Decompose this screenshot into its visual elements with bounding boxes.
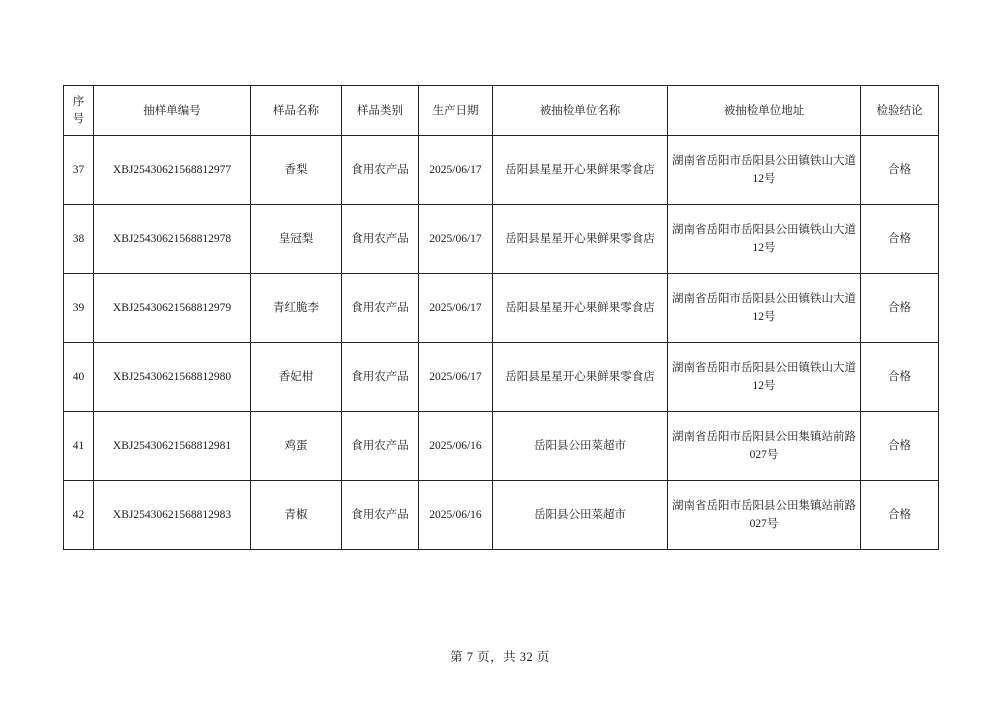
cell-sample-name: 青椒 xyxy=(251,481,342,550)
cell-index: 41 xyxy=(64,412,94,481)
cell-sample-code: XBJ25430621568812978 xyxy=(94,205,251,274)
col-header-sample-code: 抽样单编号 xyxy=(94,86,251,136)
cell-unit-name: 岳阳县星星开心果鲜果零食店 xyxy=(493,136,668,205)
table-row xyxy=(64,343,939,412)
cell-sample-category: 食用农产品 xyxy=(342,412,419,481)
page-number-indicator: 第 7 页，共 32 页 xyxy=(450,650,550,664)
table-row xyxy=(64,412,939,481)
cell-result: 合格 xyxy=(861,481,939,550)
table-row xyxy=(64,274,939,343)
cell-sample-code: XBJ25430621568812983 xyxy=(94,481,251,550)
cell-sample-category: 食用农产品 xyxy=(342,274,419,343)
cell-unit-address: 湖南省岳阳市岳阳县公田集镇站前路027号 xyxy=(668,412,861,481)
cell-index: 40 xyxy=(64,343,94,412)
cell-unit-name: 岳阳县公田菜超市 xyxy=(493,412,668,481)
cell-sample-code: XBJ25430621568812977 xyxy=(94,136,251,205)
cell-sample-name: 青红脆李 xyxy=(251,274,342,343)
cell-sample-code: XBJ25430621568812980 xyxy=(94,343,251,412)
col-header-sample-category: 样品类别 xyxy=(342,86,419,136)
col-header-unit-address: 被抽检单位地址 xyxy=(668,86,861,136)
inspection-results-table xyxy=(63,85,939,550)
cell-production-date: 2025/06/16 xyxy=(419,481,493,550)
cell-unit-name: 岳阳县星星开心果鲜果零食店 xyxy=(493,205,668,274)
col-header-index-label: 序号 xyxy=(72,95,85,125)
cell-unit-name: 岳阳县星星开心果鲜果零食店 xyxy=(493,274,668,343)
cell-sample-name: 香梨 xyxy=(251,136,342,205)
cell-sample-name: 香妃柑 xyxy=(251,343,342,412)
cell-result: 合格 xyxy=(861,136,939,205)
cell-production-date: 2025/06/17 xyxy=(419,274,493,343)
cell-index: 38 xyxy=(64,205,94,274)
col-header-unit-name: 被抽检单位名称 xyxy=(493,86,668,136)
cell-unit-name: 岳阳县星星开心果鲜果零食店 xyxy=(493,343,668,412)
cell-sample-name: 皇冠梨 xyxy=(251,205,342,274)
col-header-result: 检验结论 xyxy=(861,86,939,136)
col-header-sample-name: 样品名称 xyxy=(251,86,342,136)
cell-index: 42 xyxy=(64,481,94,550)
col-header-index xyxy=(64,86,94,136)
cell-sample-category: 食用农产品 xyxy=(342,343,419,412)
cell-sample-category: 食用农产品 xyxy=(342,136,419,205)
table-row xyxy=(64,481,939,550)
cell-sample-name: 鸡蛋 xyxy=(251,412,342,481)
cell-unit-name: 岳阳县公田菜超市 xyxy=(493,481,668,550)
cell-production-date: 2025/06/17 xyxy=(419,136,493,205)
cell-result: 合格 xyxy=(861,343,939,412)
cell-unit-address: 湖南省岳阳市岳阳县公田镇铁山大道12号 xyxy=(668,205,861,274)
cell-sample-category: 食用农产品 xyxy=(342,481,419,550)
cell-production-date: 2025/06/17 xyxy=(419,205,493,274)
cell-production-date: 2025/06/16 xyxy=(419,412,493,481)
cell-sample-code: XBJ25430621568812981 xyxy=(94,412,251,481)
cell-production-date: 2025/06/17 xyxy=(419,343,493,412)
cell-index: 37 xyxy=(64,136,94,205)
cell-result: 合格 xyxy=(861,205,939,274)
cell-result: 合格 xyxy=(861,274,939,343)
table-header-row xyxy=(64,86,939,136)
cell-unit-address: 湖南省岳阳市岳阳县公田镇铁山大道12号 xyxy=(668,136,861,205)
cell-unit-address: 湖南省岳阳市岳阳县公田镇铁山大道12号 xyxy=(668,274,861,343)
table-row xyxy=(64,136,939,205)
col-header-production-date: 生产日期 xyxy=(419,86,493,136)
cell-unit-address: 湖南省岳阳市岳阳县公田镇铁山大道12号 xyxy=(668,343,861,412)
cell-index: 39 xyxy=(64,274,94,343)
table-row xyxy=(64,205,939,274)
cell-unit-address: 湖南省岳阳市岳阳县公田集镇站前路027号 xyxy=(668,481,861,550)
cell-result: 合格 xyxy=(861,412,939,481)
cell-sample-category: 食用农产品 xyxy=(342,205,419,274)
cell-sample-code: XBJ25430621568812979 xyxy=(94,274,251,343)
